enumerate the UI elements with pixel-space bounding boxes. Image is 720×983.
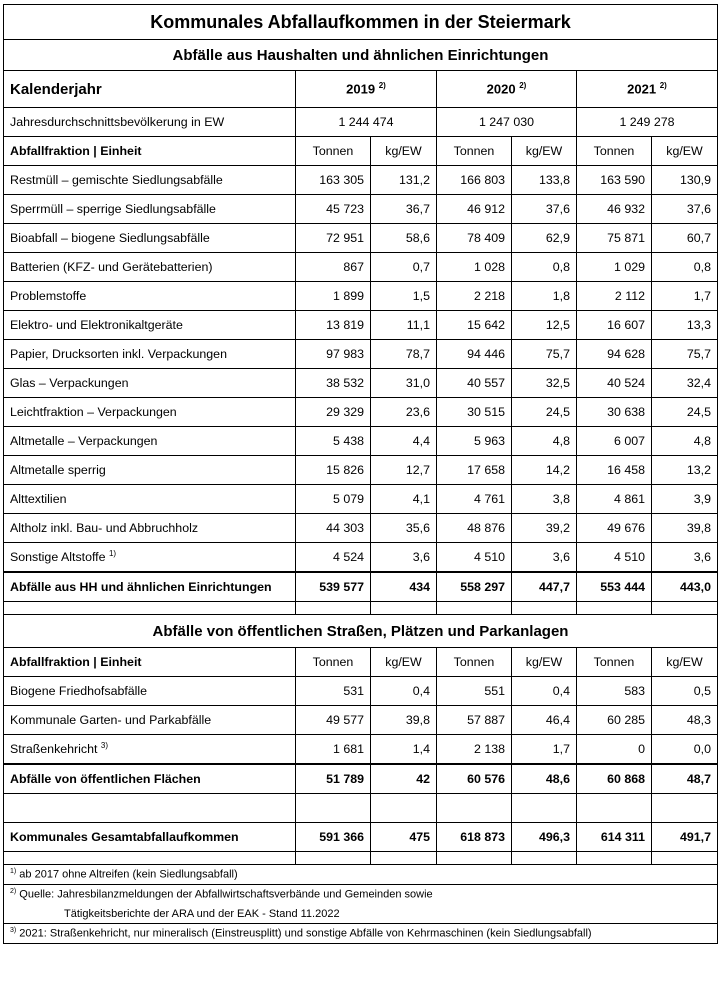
row-label: Altmetalle – Verpackungen — [4, 427, 296, 456]
row-value: 60 285 — [577, 706, 652, 735]
grand-total-row: Kommunales Gesamtabfallaufkommen 591 366 475 618 873 496,3 614 311 491,7 — [4, 823, 718, 852]
row-value: 46 932 — [577, 195, 652, 224]
row-label: Sonstige Altstoffe $^{1)}$ — [4, 543, 296, 573]
row-label: Biogene Friedhofsabfälle — [4, 677, 296, 706]
column-header-2: Abfallfraktion | Einheit Tonnen kg/EW Tonnen kg/EW Tonnen kg/EW — [4, 648, 718, 677]
row-value: 11,1 — [371, 311, 437, 340]
row-value: 4 761 — [437, 485, 512, 514]
row-value: 0 — [577, 735, 652, 765]
row-value: 867 — [296, 253, 371, 282]
year-label: Kalenderjahr — [4, 71, 296, 108]
row-value: 97 983 — [296, 340, 371, 369]
row-value: 38 532 — [296, 369, 371, 398]
row-value: 163 590 — [577, 166, 652, 195]
row-value: 4,8 — [652, 427, 718, 456]
household-row — [4, 311, 718, 340]
row-value: 12,7 — [371, 456, 437, 485]
row-value: 13 819 — [296, 311, 371, 340]
row-value: 44 303 — [296, 514, 371, 543]
row-value: 6 007 — [577, 427, 652, 456]
row-value: 49 676 — [577, 514, 652, 543]
row-value: 23,6 — [371, 398, 437, 427]
row-value: 5 079 — [296, 485, 371, 514]
public-row — [4, 706, 718, 735]
row-value: 49 577 — [296, 706, 371, 735]
row-value: 16 458 — [577, 456, 652, 485]
row-value: 94 446 — [437, 340, 512, 369]
population-2021: 1 249 278 — [577, 108, 718, 137]
population-label: Jahresdurchschnittsbevölkerung in EW — [4, 108, 296, 137]
household-row — [4, 456, 718, 485]
row-value: 15 826 — [296, 456, 371, 485]
row-value: 1,8 — [512, 282, 577, 311]
footnote-2: $^{2)}$ Quelle: Jahresbilanzmeldungen der Abfallwirtschaftsverbände und Gemeinden sowie — [4, 885, 718, 905]
row-label: Straßenkehricht $^{3)}$ — [4, 735, 296, 765]
row-value: 3,9 — [652, 485, 718, 514]
row-value: 5 963 — [437, 427, 512, 456]
row-value: 24,5 — [512, 398, 577, 427]
row-value: 94 628 — [577, 340, 652, 369]
household-row — [4, 224, 718, 253]
row-value: 46,4 — [512, 706, 577, 735]
row-value: 1 029 — [577, 253, 652, 282]
row-value: 30 638 — [577, 398, 652, 427]
row-label: Sperrmüll – sperrige Siedlungsabfälle — [4, 195, 296, 224]
row-label: Kommunale Garten- und Parkabfälle — [4, 706, 296, 735]
row-value: 14,2 — [512, 456, 577, 485]
row-value: 1 899 — [296, 282, 371, 311]
row-value: 78,7 — [371, 340, 437, 369]
population-2020: 1 247 030 — [437, 108, 577, 137]
footnote-3: $^{3)}$ 2021: Straßenkehricht, nur mineralisch (Einstreusplitt) und sonstige Abfälle von Kehrmaschinen (kein Siedlungsabfall) — [4, 924, 718, 944]
row-value: 4 510 — [577, 543, 652, 573]
row-value: 40 557 — [437, 369, 512, 398]
household-row — [4, 166, 718, 195]
row-value: 0,4 — [512, 677, 577, 706]
row-label: Problemstoffe — [4, 282, 296, 311]
household-row — [4, 514, 718, 543]
row-value: 0,4 — [371, 677, 437, 706]
row-value: 551 — [437, 677, 512, 706]
row-value: 17 658 — [437, 456, 512, 485]
row-value: 36,7 — [371, 195, 437, 224]
row-value: 1 681 — [296, 735, 371, 765]
row-value: 2 218 — [437, 282, 512, 311]
row-value: 46 912 — [437, 195, 512, 224]
row-value: 31,0 — [371, 369, 437, 398]
row-label: Batterien (KFZ- und Gerätebatterien) — [4, 253, 296, 282]
row-value: 1,7 — [652, 282, 718, 311]
row-value: 4,8 — [512, 427, 577, 456]
section2-heading: Abfälle von öffentlichen Straßen, Plätzen und Parkanlagen — [4, 615, 718, 648]
section1-heading: Abfälle aus Haushalten und ähnlichen Einrichtungen — [4, 40, 718, 71]
row-label: Elektro- und Elektronikaltgeräte — [4, 311, 296, 340]
household-row — [4, 398, 718, 427]
row-value: 29 329 — [296, 398, 371, 427]
row-value: 32,5 — [512, 369, 577, 398]
row-value: 3,6 — [652, 543, 718, 573]
population-2019: 1 244 474 — [296, 108, 437, 137]
page-title: Kommunales Abfallaufkommen in der Steiermark — [4, 5, 718, 40]
row-value: 45 723 — [296, 195, 371, 224]
section1-total-row: Abfälle aus HH und ähnlichen Einrichtungen 539 577 434 558 297 447,7 553 444 443,0 — [4, 572, 718, 602]
row-value: 3,6 — [371, 543, 437, 573]
row-value: 130,9 — [652, 166, 718, 195]
row-value: 24,5 — [652, 398, 718, 427]
year-2020: 2020 $^{2)}$ — [437, 71, 577, 108]
row-value: 4 861 — [577, 485, 652, 514]
row-value: 0,7 — [371, 253, 437, 282]
row-value: 48 876 — [437, 514, 512, 543]
row-label: Leichtfraktion – Verpackungen — [4, 398, 296, 427]
row-value: 1,7 — [512, 735, 577, 765]
row-value: 2 138 — [437, 735, 512, 765]
row-value: 72 951 — [296, 224, 371, 253]
row-value: 5 438 — [296, 427, 371, 456]
row-label: Restmüll – gemischte Siedlungsabfälle — [4, 166, 296, 195]
column-header: Abfallfraktion | Einheit Tonnen kg/EW Tonnen kg/EW Tonnen kg/EW — [4, 137, 718, 166]
row-value: 0,8 — [652, 253, 718, 282]
household-row — [4, 253, 718, 282]
row-value: 48,3 — [652, 706, 718, 735]
row-value: 1,4 — [371, 735, 437, 765]
row-value: 0,8 — [512, 253, 577, 282]
household-row — [4, 485, 718, 514]
section2-total-row: Abfälle von öffentlichen Flächen 51 789 42 60 576 48,6 60 868 48,7 — [4, 764, 718, 794]
row-value: 4 510 — [437, 543, 512, 573]
row-value: 163 305 — [296, 166, 371, 195]
footnote-2-cont: Tätigkeitsberichte der ARA und der EAK - Stand 11.2022 — [4, 904, 718, 924]
row-value: 3,6 — [512, 543, 577, 573]
row-value: 60,7 — [652, 224, 718, 253]
row-value: 0,0 — [652, 735, 718, 765]
row-value: 13,2 — [652, 456, 718, 485]
row-label: Glas – Verpackungen — [4, 369, 296, 398]
household-row — [4, 369, 718, 398]
row-value: 37,6 — [652, 195, 718, 224]
year-2021: 2021 $^{2)}$ — [577, 71, 718, 108]
row-value: 58,6 — [371, 224, 437, 253]
household-row — [4, 427, 718, 456]
public-row — [4, 735, 718, 765]
row-value: 75 871 — [577, 224, 652, 253]
row-value: 531 — [296, 677, 371, 706]
row-value: 13,3 — [652, 311, 718, 340]
row-value: 12,5 — [512, 311, 577, 340]
row-value: 0,5 — [652, 677, 718, 706]
row-value: 57 887 — [437, 706, 512, 735]
row-value: 37,6 — [512, 195, 577, 224]
household-row — [4, 282, 718, 311]
row-value: 30 515 — [437, 398, 512, 427]
public-row — [4, 677, 718, 706]
household-row — [4, 543, 718, 573]
year-2019: 2019 $^{2)}$ — [296, 71, 437, 108]
row-value: 4,1 — [371, 485, 437, 514]
row-value: 62,9 — [512, 224, 577, 253]
row-label: Alttextilien — [4, 485, 296, 514]
row-value: 75,7 — [512, 340, 577, 369]
row-value: 78 409 — [437, 224, 512, 253]
household-row — [4, 195, 718, 224]
row-value: 16 607 — [577, 311, 652, 340]
row-value: 4,4 — [371, 427, 437, 456]
row-value: 35,6 — [371, 514, 437, 543]
row-label: Papier, Drucksorten inkl. Verpackungen — [4, 340, 296, 369]
row-label: Altholz inkl. Bau- und Abbruchholz — [4, 514, 296, 543]
row-value: 15 642 — [437, 311, 512, 340]
row-value: 39,2 — [512, 514, 577, 543]
row-value: 131,2 — [371, 166, 437, 195]
row-value: 1 028 — [437, 253, 512, 282]
row-value: 1,5 — [371, 282, 437, 311]
row-value: 40 524 — [577, 369, 652, 398]
row-label: Bioabfall – biogene Siedlungsabfälle — [4, 224, 296, 253]
row-value: 39,8 — [371, 706, 437, 735]
row-value: 166 803 — [437, 166, 512, 195]
row-value: 4 524 — [296, 543, 371, 573]
row-value: 583 — [577, 677, 652, 706]
row-value: 2 112 — [577, 282, 652, 311]
household-row — [4, 340, 718, 369]
row-value: 32,4 — [652, 369, 718, 398]
row-value: 133,8 — [512, 166, 577, 195]
row-value: 39,8 — [652, 514, 718, 543]
row-value: 75,7 — [652, 340, 718, 369]
footnote-1: $^{1)}$ ab 2017 ohne Altreifen (kein Siedlungsabfall) — [4, 865, 718, 885]
row-label: Altmetalle sperrig — [4, 456, 296, 485]
waste-table — [3, 4, 718, 944]
row-value: 3,8 — [512, 485, 577, 514]
